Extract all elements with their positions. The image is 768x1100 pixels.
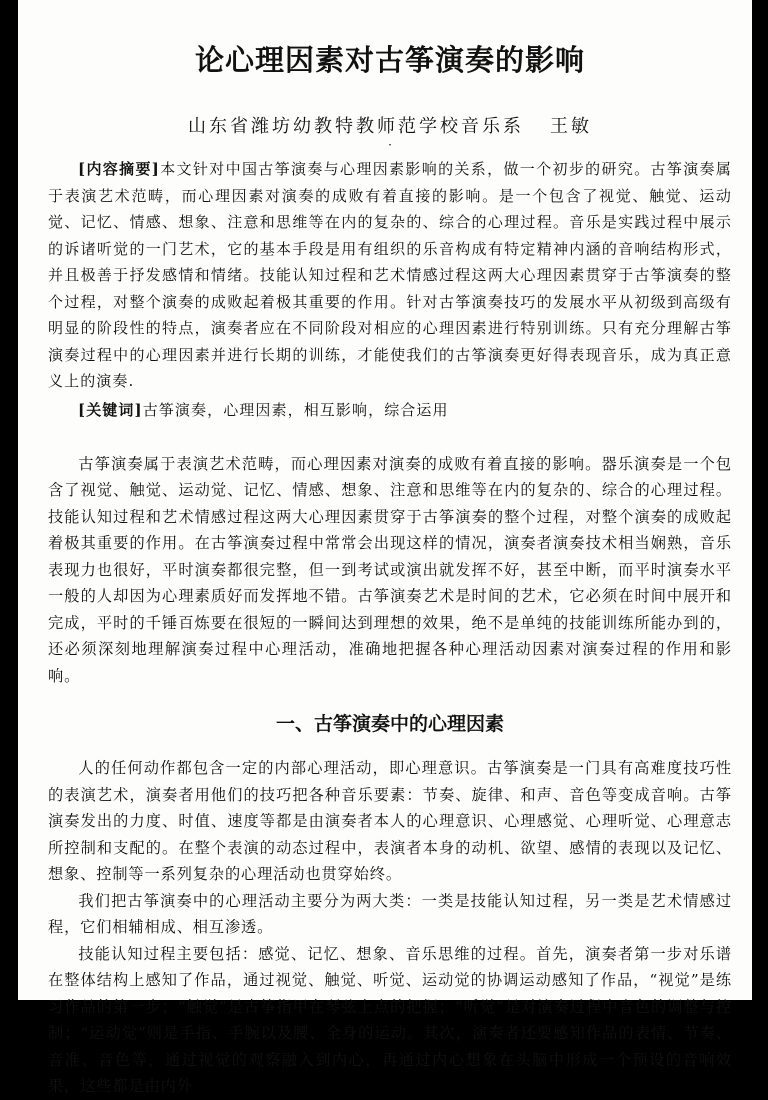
keywords-tag: [关键词] [78, 400, 143, 419]
affiliation: 山东省潍坊幼教特教师范学校音乐系 [188, 116, 524, 137]
author-name: 王敏 [550, 116, 592, 137]
body-paragraph: 技能认知过程主要包括：感觉、记忆、想象、音乐思维的过程。首先，演奏者第一步对乐谱在整体结构上感知了作品，通过视觉、触觉、听觉、运动觉的协调运动感知了作品，“视觉”是练习作品的第一步；“触觉”是古筝指甲在琴弦上点的把握；“听觉”是对演奏过程中音色的调整与控制；“运动觉”则是手指、手腕以及腰、全身的运动。其次，演奏者还要感知作品的表情、节奏、音准、音色等，通过视觉的观察融入到内心，再通过内心想象在头脑中形成一个预设的音响效果，这些都是由内外 [48, 944, 732, 1095]
paper-title: 论心理因素对古筝演奏的影响 [194, 43, 585, 77]
keywords-text: 古筝演奏，心理因素，相互影响，综合运用 [142, 400, 449, 419]
paper-content [48, 0, 732, 1100]
abstract-tag: [内容摘要] [78, 160, 161, 178]
intro-paragraph: 古筝演奏属于表演艺术范畴，而心理因素对演奏的成败有着直接的影响。器乐演奏是一个包含了视觉、触觉、运动觉、记忆、情感、想象、注意和思维等在内的复杂的、综合的心理过程。技能认知过程和艺术情感过程这两大心理因素贯穿于古筝演奏的整个过程，对整个演奏的成败起着极其重要的作用。在古筝演奏过程中常常会出现这样的情况，演奏者演奏技术相当娴熟，音乐表现力也很好，平时演奏都很完整，但一到考试或演出就发挥不好，甚至中断，而平时演奏水平一般的人却因为心理素质好而发挥地不错。古筝演奏艺术是时间的艺术，它必须在时间中展开和完成，平时的千锤百炼要在很短的一瞬间达到理想的效果，绝不是单纯的技能训练所能办到的，还必须深刻地理解演奏过程中心理活动，准确地把握各种心理活动因素对演奏过程的作用和影响。 [48, 454, 732, 685]
paper-page [18, 0, 752, 1095]
dot-mark: · [388, 138, 392, 152]
author-line [48, 114, 732, 140]
body-paragraph: 人的任何动作都包含一定的内部心理活动，即心理意识。古筝演奏是一门具有高难度技巧性的表演艺术，演奏者用他们的技巧把各种音乐要素：节奏、旋律、和声、音色等变成音响。古筝演奏发出的力度、时值、速度等都是由演奏者本人的心理意识、心理感觉、心理听觉、心理意志所控制和支配的。在整个表演的动态过程中，表演者本身的动机、欲望、感情的表现以及记忆、想象、控制等一系列复杂的心理活动也贯穿始终。 [48, 759, 732, 883]
section-heading: 一、古筝演奏中的心理因素 [275, 713, 504, 735]
abstract [48, 156, 732, 395]
keywords [48, 397, 732, 423]
abstract-text: 本文针对中国古筝演奏与心理因素影响的关系，做一个初步的研究。古筝演奏属于表演艺术范畴，而心理因素对演奏的成败有着直接的影响。是一个包含了视觉、触觉、运动觉、记忆、情感、想象、注意和思维等在内的复杂的、综合的心理过程。音乐是实践过程中展示的诉诸听觉的一门艺术，它的基本手段是用有组织的乐音构成有特定精神内涵的音响结构形式，并且极善于抒发感情和情绪。技能认知过程和艺术情感过程这两大心理因素贯穿于古筝演奏的整个过程，对整个演奏的成败起着极其重要的作用。针对古筝演奏技巧的发展水平从初级到高级有明显的阶段性的特点，演奏者应在不同阶段对相应的心理因素进行特别训练。只有充分理解古筝演奏过程中的心理因素并进行长期的训练，才能使我们的古筝演奏更好得表现音乐，成为真正意义上的演奏. [48, 160, 732, 390]
body-paragraph: 我们把古筝演奏中的心理活动主要分为两大类：一类是技能认知过程，另一类是艺术情感过程，它们相辅相成、相互渗透。 [48, 891, 732, 936]
